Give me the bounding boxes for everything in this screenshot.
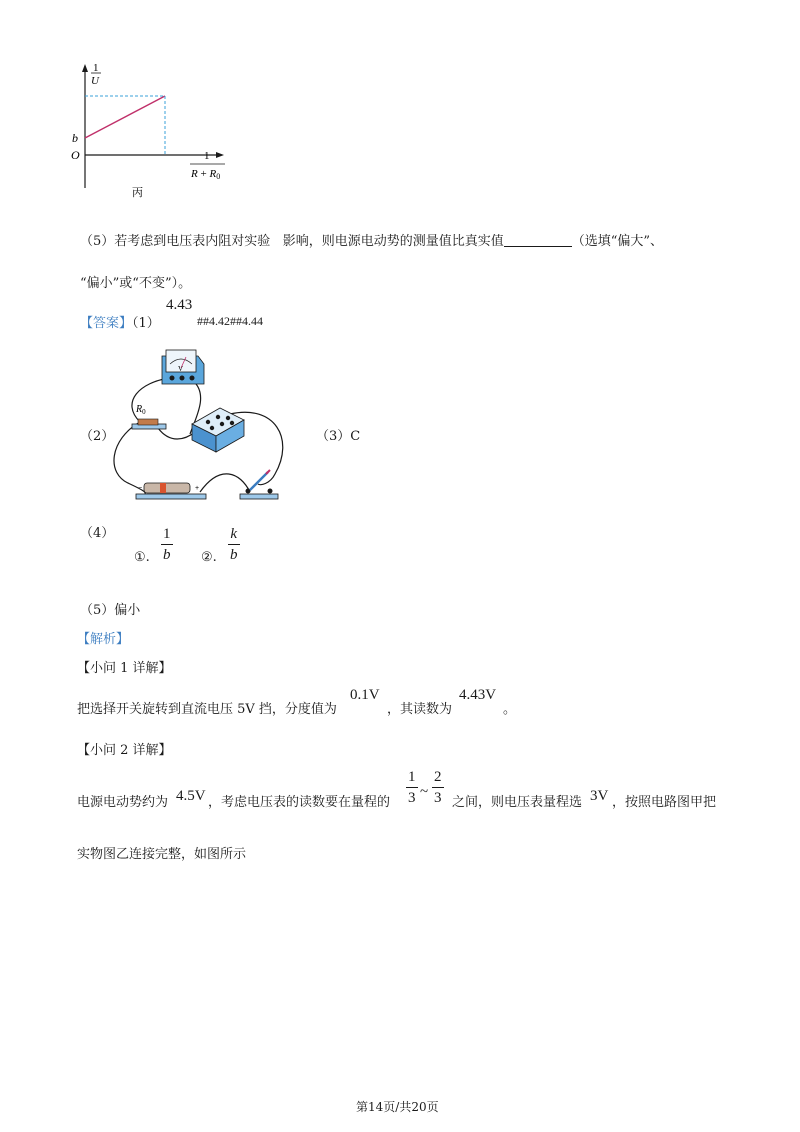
page-footer: 第14页/共20页 xyxy=(356,1100,439,1114)
a5: （5）偏小 xyxy=(80,603,141,618)
svg-text:−: − xyxy=(138,485,143,492)
analysis-sub2: 【小问 2 详解】 xyxy=(77,743,172,758)
p2-text-a: 电源电动势约为 xyxy=(77,795,169,810)
analysis-sub1: 【小问 1 详解】 xyxy=(77,661,172,676)
x-axis-arrow xyxy=(216,152,224,158)
y-label-den: U xyxy=(91,75,99,87)
x-label-den: R + R0 xyxy=(191,168,221,181)
a4-fraction-2 xyxy=(228,524,240,565)
wire-battery-switch xyxy=(200,474,250,492)
p2-text-b: ，考虑电压表的读数要在量程的 xyxy=(208,795,391,810)
q5-text-a: （5）若考虑到电压表内阻对实验 xyxy=(80,234,271,249)
a4-c2: ②. xyxy=(201,550,217,565)
q5-line2: “偏小”或“不变”）。 xyxy=(80,276,192,291)
a3: （3）C xyxy=(316,429,361,444)
intercept-label: b xyxy=(72,131,78,145)
a4-f1-num: 1 xyxy=(163,526,171,542)
p1-v1: 0.1V xyxy=(350,687,380,703)
p2-fraction-1 xyxy=(406,767,418,808)
p2-text-d: ，按照电路图甲把 xyxy=(612,795,717,810)
wire-vm-left xyxy=(132,378,170,422)
a4-f2-den: b xyxy=(228,544,240,565)
x-label-num: 1 xyxy=(204,150,210,162)
a4-f2-num: k xyxy=(230,526,238,542)
analysis-p3: 实物图乙连接完整，如图所示 xyxy=(77,847,247,862)
q5-text-c: （选填“偏大”、 xyxy=(571,234,663,249)
svg-text:+: + xyxy=(195,485,200,492)
a4-label: （4） xyxy=(80,526,115,541)
a1-value: 4.43 xyxy=(166,297,193,313)
graph-caption: 丙 xyxy=(132,186,143,199)
origin-label: O xyxy=(71,148,80,162)
r0-label: $R_0$ xyxy=(136,404,146,416)
p2-fraction-2 xyxy=(432,767,444,808)
p2-tilde: ~ xyxy=(420,784,429,800)
p1-text-a: 把选择开关旋转到直流电压 5V 挡，分度值为 xyxy=(77,702,337,717)
a2-label: （2） xyxy=(80,429,115,444)
wire-r0-box xyxy=(158,428,195,439)
analysis-p1 xyxy=(77,698,337,717)
a1-alt: ##4.42##4.44 xyxy=(197,314,263,328)
y-label-num: 1 xyxy=(93,62,99,74)
a4-f1-den: b xyxy=(161,544,173,565)
p2-v2: 3V xyxy=(590,788,609,804)
y-axis-arrow xyxy=(82,64,88,72)
p2-text-c: 之间，则电压表量程选 xyxy=(452,795,583,810)
answer-line1 xyxy=(80,312,160,331)
q5-text-b: 影响，则电源电动势的测量值比真实值 xyxy=(282,234,504,249)
resistance-box xyxy=(192,408,244,452)
a4-fraction-1 xyxy=(161,524,173,565)
a4-row xyxy=(80,522,114,541)
graph-bing xyxy=(60,58,240,203)
answer-blank xyxy=(504,234,572,247)
a1-label: （1） xyxy=(132,316,160,331)
resistor-r0 xyxy=(132,404,166,429)
a4-c1: ①. xyxy=(134,550,150,565)
analysis-tag: 【解析】 xyxy=(77,632,130,647)
p2-f2-num: 2 xyxy=(434,769,442,785)
p2-f2-den: 3 xyxy=(432,787,444,808)
graph-line xyxy=(85,96,165,138)
voltmeter-label: V xyxy=(178,365,184,373)
p1-text-b: ，其读数为 xyxy=(387,702,453,717)
battery xyxy=(136,483,206,499)
p2-f1-num: 1 xyxy=(408,769,416,785)
q5-line1 xyxy=(80,230,663,249)
circuit-diagram xyxy=(100,344,310,514)
p2-f1-den: 3 xyxy=(406,787,418,808)
p1-text-c: 。 xyxy=(503,702,517,717)
answer-tag: 【答案】 xyxy=(80,316,133,331)
p1-v2: 4.43V xyxy=(459,687,497,703)
p2-v1: 4.5V xyxy=(176,788,206,804)
voltmeter xyxy=(162,350,204,384)
